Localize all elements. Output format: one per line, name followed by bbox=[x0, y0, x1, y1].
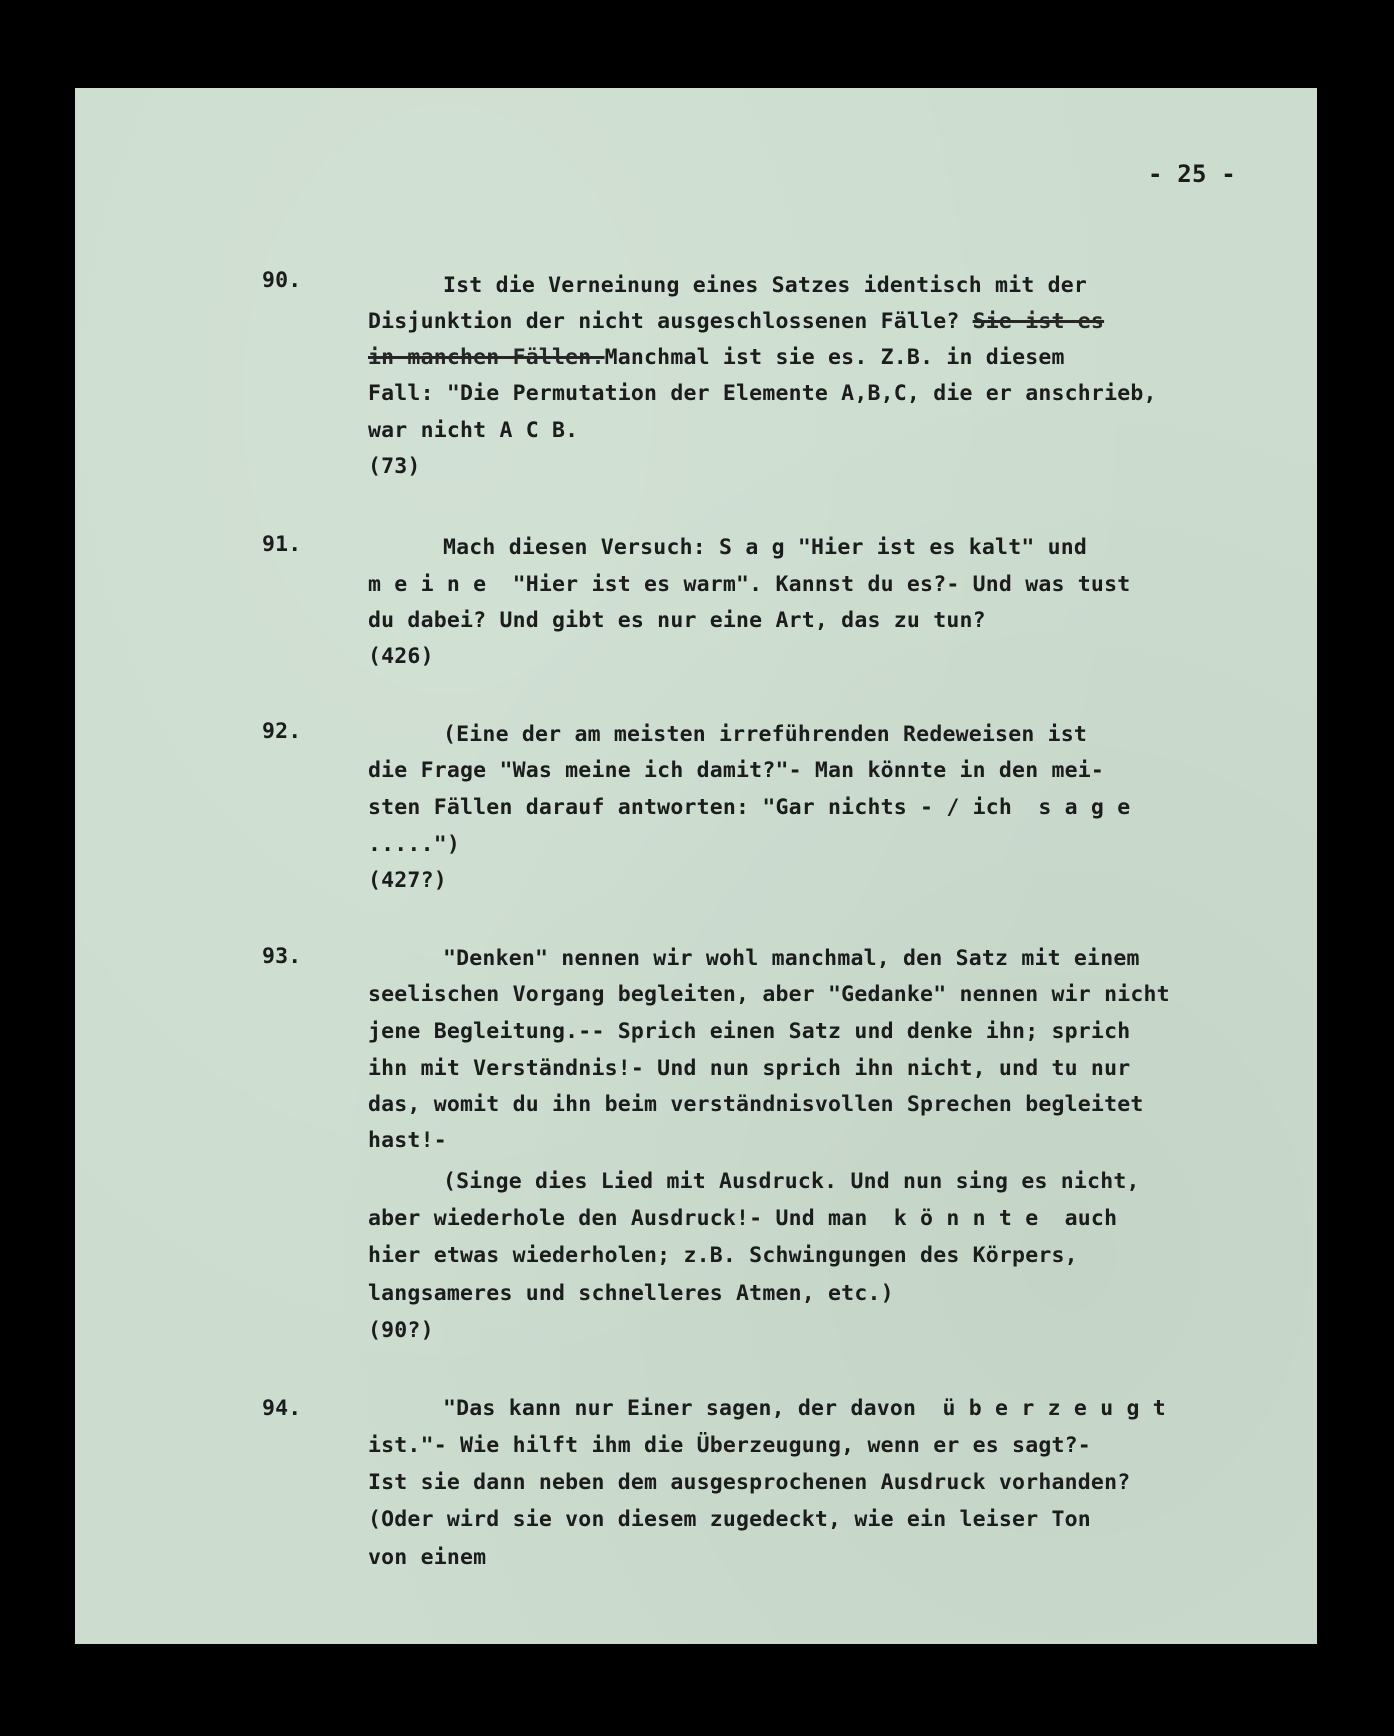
entry-93-line-9: hier etwas wiederholen; z.B. Schwingungen des Körpers, bbox=[368, 1243, 1078, 1268]
entry-93-line-6: hast!- bbox=[368, 1128, 447, 1153]
entry-91-line-2: m e i n e "Hier ist es warm". Kannst du es?- Und was tust bbox=[368, 572, 1131, 597]
entry-91-line-1: Mach diesen Versuch: S a g "Hier ist es kalt" und bbox=[443, 535, 1088, 560]
entry-93-line-5: das, womit du ihn beim verständnisvollen Sprechen begleitet bbox=[368, 1092, 1144, 1117]
entry-92-line-2: die Frage "Was meine ich damit?"- Man könnte in den mei- bbox=[368, 758, 1105, 783]
entry-90-line-3 bbox=[368, 345, 1065, 370]
entry-94-line-5: von einem bbox=[368, 1545, 487, 1570]
entry-93-line-10: langsameres und schnelleres Atmen, etc.) bbox=[368, 1281, 894, 1306]
entry-94-line-2: ist."- Wie hilft ihm die Überzeugung, wenn er es sagt?- bbox=[368, 1433, 1091, 1458]
entry-90-line-2-text: Disjunktion der nicht ausgeschlossenen Fälle? bbox=[368, 309, 960, 334]
entry-92-line-1: (Eine der am meisten irreführenden Redeweisen ist bbox=[443, 722, 1088, 747]
entry-number-94: 94. bbox=[262, 1396, 302, 1421]
entry-91-line-3: du dabei? Und gibt es nur eine Art, das zu tun? bbox=[368, 608, 986, 633]
entry-93-line-3: jene Begleitung.-- Sprich einen Satz und denke ihn; sprich bbox=[368, 1019, 1131, 1044]
entry-90-line-3-zb: Z.B. bbox=[880, 345, 934, 370]
page-number: - 25 - bbox=[1148, 160, 1236, 188]
entry-90-line-5: war nicht A C B. bbox=[368, 418, 579, 443]
entry-94-line-1: "Das kann nur Einer sagen, der davon ü b e r z e u g t bbox=[443, 1396, 1166, 1421]
entry-90-line-1: Ist die Verneinung eines Satzes identisch mit der bbox=[443, 273, 1088, 298]
struck-through-text: in manchen Fällen. bbox=[368, 345, 605, 370]
entry-91-reference: (426) bbox=[368, 644, 434, 669]
entry-number-92: 92. bbox=[262, 719, 302, 744]
entry-92-line-4: .....") bbox=[368, 832, 461, 857]
entry-93-line-7: (Singe dies Lied mit Ausdruck. Und nun sing es nicht, bbox=[443, 1169, 1140, 1194]
entry-93-reference: (90?) bbox=[368, 1318, 434, 1343]
entry-number-93: 93. bbox=[262, 944, 302, 969]
struck-through-text: Sie ist es bbox=[972, 309, 1105, 334]
entry-93-line-8: aber wiederhole den Ausdruck!- Und man k ö n n t e auch bbox=[368, 1206, 1118, 1231]
entry-90-line-3-text: Manchmal ist sie es. bbox=[604, 345, 868, 370]
entry-94-line-4: (Oder wird sie von diesem zugedeckt, wie ein leiser Ton bbox=[368, 1507, 1091, 1532]
entry-93-line-2: seelischen Vorgang begleiten, aber "Gedanke" nennen wir nicht bbox=[368, 982, 1170, 1007]
entry-number-91: 91. bbox=[262, 532, 302, 557]
entry-90-line-4: Fall: "Die Permutation der Elemente A,B,C, die er anschrieb, bbox=[368, 381, 1157, 406]
entry-number-90: 90. bbox=[262, 268, 302, 293]
entry-90-line-3-end: in diesem bbox=[946, 345, 1065, 370]
entry-94-line-3: Ist sie dann neben dem ausgesprochenen Ausdruck vorhanden? bbox=[368, 1470, 1131, 1495]
entry-90-line-2 bbox=[368, 309, 1104, 334]
entry-90-reference: (73) bbox=[368, 454, 421, 479]
entry-92-reference: (427?) bbox=[368, 868, 447, 893]
entry-92-line-3: sten Fällen darauf antworten: "Gar nichts - / ich s a g e bbox=[368, 795, 1131, 820]
entry-93-line-1: "Denken" nennen wir wohl manchmal, den Satz mit einem bbox=[443, 946, 1140, 971]
entry-93-line-4: ihn mit Verständnis!- Und nun sprich ihn nicht, und tu nur bbox=[368, 1056, 1131, 1081]
